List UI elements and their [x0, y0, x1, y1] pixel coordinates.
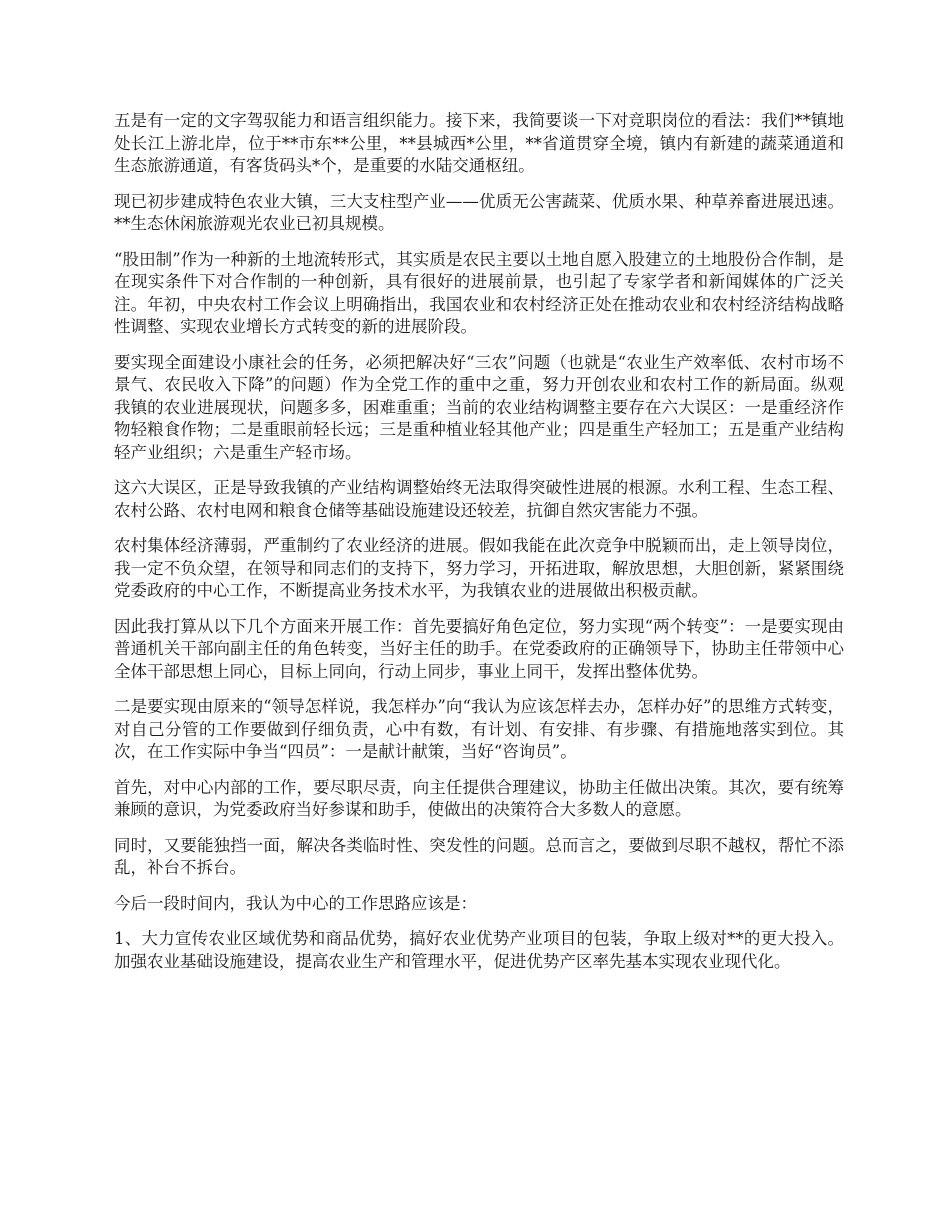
paragraph-4: 要实现全面建设小康社会的任务，必须把解决好“三农”问题（也就是“农业生产效率低、农村市场不景气、农民收入下降”的问题）作为全党工作的重中之重，努力开创农业和农村工作的新局面。纵观我镇的农业进展现状，问题多多，困难重重；当前的农业结构调整主要存在六大误区：一是重经济作物轻粮食作物；二是重眼前轻长远；三是重种植业轻其他产业；四是重生产轻加工；五是重产业结构轻产业组织；六是重生产轻市场。: [114, 352, 844, 462]
paragraph-1: 五是有一定的文字驾驭能力和语言组织能力。接下来，我简要谈一下对竞职岗位的看法：我们**镇地处长江上游北岸，位于**市东**公里，**县城西*公里，**省道贯穿全境，镇内有新建的蔬菜通道和生态旅游通道，有客货码头*个，是重要的水陆交通枢纽。: [114, 111, 844, 175]
document-body: [114, 110, 844, 986]
paragraph-2: 现已初步建成特色农业大镇，三大支柱型产业——优质无公害蔬菜、优质水果、种草养畜进展迅速。**生态休闲旅游观光农业已初具规模。: [114, 191, 844, 233]
paragraph-12: 1、大力宣传农业区域优势和商品优势，搞好农业优势产业项目的包装，争取上级对**的更大投入。加强农业基础设施建设，提高农业生产和管理水平，促进优势产区率先基本实现农业现代化。: [114, 929, 844, 971]
paragraph-7: 因此我打算从以下几个方面来开展工作：首先要搞好角色定位，努力实现“两个转变”：一是要实现由普通机关干部向副主任的角色转变，当好主任的助手。在党委政府的正确领导下，协助主任带领中心全体干部思想上同心，目标上同向，行动上同步，事业上同干，发挥出整体优势。: [114, 616, 844, 681]
paragraph-10: 同时，又要能独挡一面，解决各类临时性、突发性的问题。总而言之，要做到尽职不越权，帮忙不添乱，补台不拆台。: [114, 835, 844, 877]
paragraph-6: 农村集体经济薄弱，严重制约了农业经济的进展。假如我能在此次竞争中脱颖而出，走上领导岗位，我一定不负众望，在领导和同志们的支持下，努力学习，开拓进取，解放思想，大胆创新，紧紧围绕党委政府的中心工作，不断提高业务技术水平，为我镇农业的进展做出积极贡献。: [114, 536, 844, 600]
paragraph-11: 今后一段时间内，我认为中心的工作思路应该是：: [114, 893, 477, 913]
paragraph-8: 二是要实现由原来的“领导怎样说，我怎样办”向“我认为应该怎样去办，怎样办好”的思维方式转变，对自己分管的工作要做到仔细负责，心中有数，有计划、有安排、有步骤、有措施地落实到位。其次，在工作实际中争当“四员”：一是献计献策，当好“咨询员”。: [114, 697, 844, 761]
paragraph-5: 这六大误区，正是导致我镇的产业结构调整始终无法取得突破性进展的根源。水利工程、生态工程、农村公路、农村电网和粮食仓储等基础设施建设还较差，抗御自然灾害能力不强。: [114, 478, 844, 520]
paragraph-9: 首先，对中心内部的工作，要尽职尽责，向主任提供合理建议，协助主任做出决策。其次，要有统筹兼顾的意识，为党委政府当好参谋和助手，使做出的决策符合大多数人的意愿。: [114, 777, 844, 819]
paragraph-3: “股田制”作为一种新的土地流转形式，其实质是农民主要以土地自愿入股建立的土地股份合作制，是在现实条件下对合作制的一种创新，具有很好的进展前景，也引起了专家学者和新闻媒体的广泛关注。年初，中央农村工作会议上明确指出，我国农业和农村经济正处在推动农业和农村经济结构战略性调整、实现农业增长方式转变的新的进展阶段。: [114, 249, 844, 336]
